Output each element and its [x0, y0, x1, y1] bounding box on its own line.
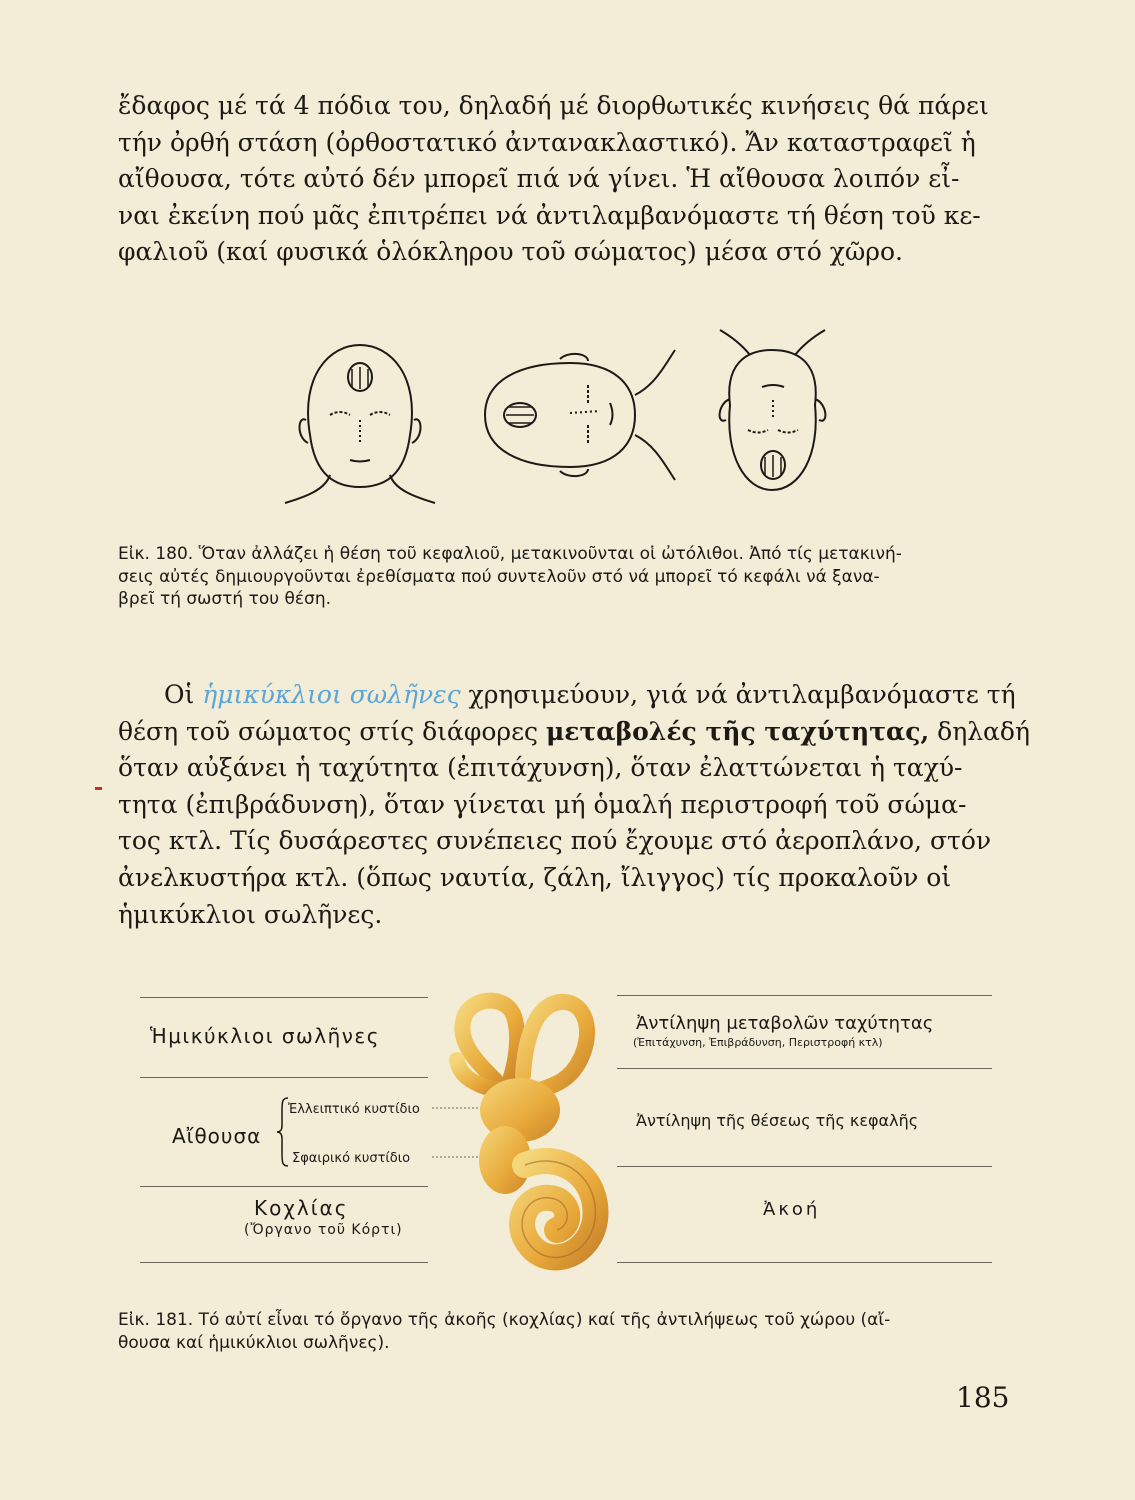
- label-utricle: Ἐλλειπτικό κυστίδιο: [288, 1102, 420, 1117]
- caption-line: θουσα καί ἡμικύκλιοι σωλῆνες).: [118, 1332, 390, 1353]
- figure-181-caption: [118, 1309, 1008, 1354]
- label-organ-of-corti: (Ὄργανο τοῦ Κόρτι): [244, 1222, 403, 1238]
- head-upright-drawing: [285, 345, 435, 503]
- head-inverted-drawing: [720, 330, 826, 490]
- text-line: αἴθουσα, τότε αὐτό δέν μπορεῖ πιά νά γίνει. Ἡ αἴθουσα λοιπόν εἶ-: [118, 164, 960, 194]
- text-line: [118, 677, 1016, 714]
- text-line: τος κτλ. Τίς δυσάρεστες συνέπειες πού ἔχουμε στό ἀεροπλάνο, στόν: [118, 826, 992, 856]
- label-head-position: Ἀντίληψη τῆς θέσεως τῆς κεφαλῆς: [636, 1111, 919, 1130]
- text-fragment: Οἱ: [164, 680, 203, 709]
- text-line: φαλιοῦ (καί φυσικά ὁλόκληρου τοῦ σώματος) μέσα στό χῶρο.: [118, 237, 903, 267]
- text-line: ἡμικύκλιοι σωλῆνες.: [118, 899, 383, 929]
- term-speed-changes: μεταβολές τῆς ταχύτητας,: [545, 716, 930, 746]
- caption-line: Εἰκ. 181. Τό αὐτί εἶναι τό ὄργανο τῆς ἀκοῆς (κοχλίας) καί τῆς ἀντιλήψεως τοῦ χώρου (αἴ-: [118, 1310, 891, 1330]
- text-line: [118, 714, 1030, 751]
- label-vestibule: Αἴθουσα: [172, 1124, 262, 1148]
- text-line: ἀνελκυστήρα κτλ. (ὅπως ναυτία, ζάλη, ἴλιγγος) τίς προκαλοῦν οἱ: [118, 862, 952, 892]
- text-line: τητα (ἐπιβράδυνση), ὅταν γίνεται μή ὁμαλή περιστροφή τοῦ σώμα-: [118, 789, 967, 819]
- term-semicircular-canals: ἡμικύκλιοι σωλῆνες: [202, 680, 461, 709]
- divider-line: [140, 1186, 428, 1187]
- text-line: ναι ἐκείνη πού μᾶς ἐπιτρέπει νά ἀντιλαμβανόμαστε τή θέση τοῦ κε-: [118, 200, 981, 230]
- divider-line: [617, 1068, 992, 1069]
- figure-180-caption: [118, 543, 1008, 611]
- label-semicircular-canals: Ἡμικύκλιοι σωλῆνες: [150, 1024, 380, 1048]
- divider-line: [140, 1262, 428, 1263]
- caption-line: βρεῖ τή σωστή του θέση.: [118, 589, 332, 609]
- divider-line: [140, 997, 428, 998]
- label-cochlea: Κοχλίας: [254, 1196, 349, 1220]
- paragraph-top: [118, 88, 998, 271]
- label-saccule: Σφαιρικό κυστίδιο: [292, 1151, 411, 1166]
- figure-180-head-drawings: [270, 325, 910, 515]
- paragraph-middle: [118, 677, 1030, 933]
- label-speed-perception-sub: (Ἐπιτάχυνση, Ἐπιβράδυνση, Περιστροφή κτλ): [633, 1036, 883, 1049]
- head-sideways-drawing: [485, 350, 675, 480]
- inner-ear-illustration: [435, 980, 625, 1280]
- text-fragment: θέση τοῦ σώματος στίς διάφορες: [118, 716, 546, 746]
- text-fragment: δηλαδή: [929, 716, 1030, 746]
- divider-line: [617, 995, 992, 996]
- caption-line: σεις αὐτές δημιουργοῦνται ἐρεθίσματα πού συντελοῦν στό νά μπορεῖ τό κεφάλι νά ξανα-: [118, 566, 880, 587]
- caption-line: Εἰκ. 180. Ὅταν ἀλλάζει ἡ θέση τοῦ κεφαλιοῦ, μετακινοῦνται οἱ ὠτόλιθοι. Ἀπό τίς μετακινή-: [118, 544, 902, 564]
- divider-line: [617, 1262, 992, 1263]
- text-line: ἔδαφος μέ τά 4 πόδια του, δηλαδή μέ διορθωτικές κινήσεις θά πάρει: [118, 91, 989, 120]
- text-line: τήν ὀρθή στάση (ὀρθοστατικό ἀντανακλαστικό). Ἄν καταστραφεῖ ἡ: [118, 127, 976, 157]
- margin-mark: [95, 787, 102, 790]
- divider-line: [617, 1166, 992, 1167]
- label-hearing: Ἀκοή: [763, 1199, 821, 1220]
- text-fragment: χρησιμεύουν, γιά νά ἀντιλαμβανόμαστε τή: [460, 680, 1016, 709]
- page-number: 185: [956, 1381, 1010, 1414]
- text-line: ὅταν αὐξάνει ἡ ταχύτητα (ἐπιτάχυνση), ὅταν ἐλαττώνεται ἡ ταχύ-: [118, 753, 963, 783]
- divider-line: [140, 1077, 428, 1078]
- label-speed-perception: Ἀντίληψη μεταβολῶν ταχύτητας: [636, 1013, 934, 1034]
